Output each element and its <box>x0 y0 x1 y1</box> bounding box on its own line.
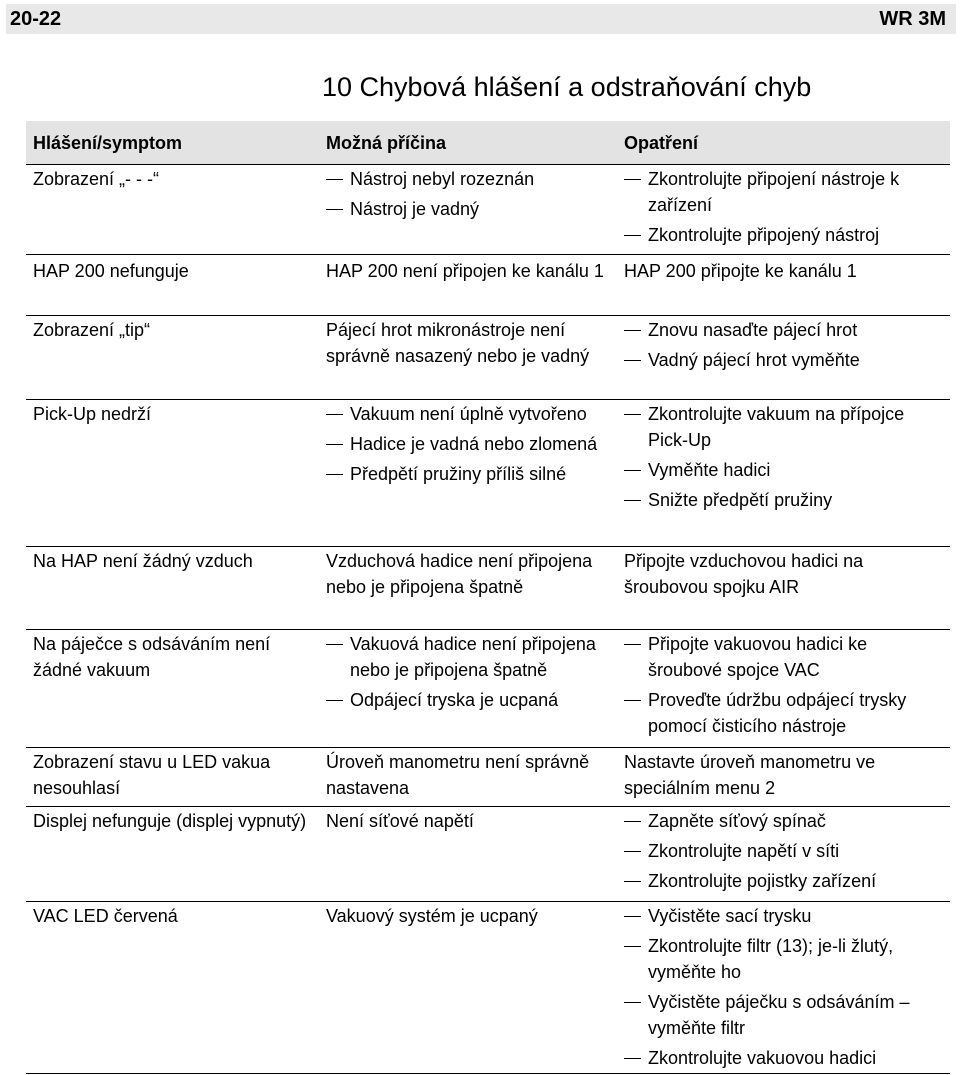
dash-bullet-icon <box>624 821 641 822</box>
action-cell <box>624 548 944 600</box>
action-cell <box>624 317 944 377</box>
cause-cell-list <box>326 401 606 487</box>
column-header-symptom: Hlášení/symptom <box>33 133 183 153</box>
list-item <box>624 838 944 864</box>
table-row <box>26 808 950 902</box>
symptom-cell <box>33 903 313 929</box>
symptom-cell <box>33 166 313 192</box>
list-item <box>624 401 944 453</box>
table-row <box>26 903 950 1074</box>
symptom-cell <box>33 749 313 801</box>
cause-cell-text: Není síťové napětí <box>326 811 474 831</box>
action-cell <box>624 166 944 252</box>
list-item <box>624 631 944 683</box>
list-item-text: Hadice je vadná nebo zlomená <box>350 434 598 454</box>
action-cell-text: HAP 200 připojte ke kanálu 1 <box>624 261 857 281</box>
symptom-cell <box>33 317 313 343</box>
list-item-text: Připojte vakuovou hadici ke šroubové spojce VAC <box>648 634 868 680</box>
cause-cell <box>326 903 606 929</box>
table-row <box>26 317 950 400</box>
list-item <box>624 317 944 343</box>
action-cell <box>624 258 944 284</box>
list-item <box>326 196 606 222</box>
symptom-text: HAP 200 nefunguje <box>33 261 189 281</box>
symptom-text: Zobrazení stavu u LED vakua nesouhlasí <box>33 752 271 798</box>
list-item-text: Vyčistěte páječku s odsáváním – vyměňte filtr <box>648 992 910 1038</box>
action-cell-text: Nastavte úroveň manometru ve speciálním menu 2 <box>624 752 876 798</box>
dash-bullet-icon <box>624 851 641 852</box>
list-item <box>624 487 944 513</box>
dash-bullet-icon <box>624 946 641 947</box>
column-header-cause: Možná příčina <box>326 133 447 153</box>
cause-cell-text: HAP 200 není připojen ke kanálu 1 <box>326 261 604 281</box>
list-item <box>624 222 944 248</box>
list-item <box>326 166 606 192</box>
list-item <box>624 687 944 739</box>
list-item <box>624 347 944 373</box>
table-row <box>26 401 950 547</box>
list-item-text: Snižte předpětí pružiny <box>648 490 833 510</box>
table-row <box>26 548 950 630</box>
list-item <box>624 933 944 985</box>
cause-cell <box>326 401 606 491</box>
action-cell-list <box>624 166 944 248</box>
cause-cell <box>326 258 606 284</box>
dash-bullet-icon <box>624 414 641 415</box>
dash-bullet-icon <box>624 1058 641 1059</box>
symptom-text: Pick-Up nedrží <box>33 404 152 424</box>
dash-bullet-icon <box>624 330 641 331</box>
page-header-bar <box>6 4 956 34</box>
dash-bullet-icon <box>624 700 641 701</box>
list-item-text: Zkontrolujte pojistky zařízení <box>648 871 877 891</box>
list-item-text: Vyčistěte sací trysku <box>648 906 812 926</box>
action-cell-list <box>624 317 944 373</box>
cause-cell <box>326 166 606 226</box>
dash-bullet-icon <box>326 179 343 180</box>
table-row <box>26 166 950 255</box>
symptom-text: Zobrazení „tip“ <box>33 320 151 340</box>
dash-bullet-icon <box>624 881 641 882</box>
action-cell-list <box>624 808 944 894</box>
dash-bullet-icon <box>326 414 343 415</box>
list-item-text: Vyměňte hadici <box>648 460 771 480</box>
table-row <box>26 631 950 748</box>
list-item-text: Proveďte údržbu odpájecí trysky pomocí čisticího nástroje <box>648 690 907 736</box>
cause-cell-list <box>326 631 606 713</box>
list-item <box>624 808 944 834</box>
list-item <box>326 687 606 713</box>
list-item-text: Zkontrolujte připojený nástroj <box>648 225 880 245</box>
page-number: 20-22 <box>10 7 62 30</box>
cause-cell <box>326 808 606 834</box>
list-item-text: Zkontrolujte napětí v síti <box>648 841 840 861</box>
symptom-text: VAC LED červená <box>33 906 178 926</box>
list-item-text: Vakuum není úplně vytvořeno <box>350 404 587 424</box>
list-item-text: Zkontrolujte vakuovou hadici <box>648 1048 877 1068</box>
table-header <box>26 121 950 165</box>
list-item <box>624 166 944 218</box>
dash-bullet-icon <box>326 474 343 475</box>
action-cell <box>624 903 944 1075</box>
list-item-text: Zkontrolujte vakuum na přípojce Pick-Up <box>648 404 905 450</box>
cause-cell <box>326 631 606 717</box>
column-header-action: Opatření <box>624 133 699 153</box>
cause-cell-text: Úroveň manometru není správně nastavena <box>326 752 590 798</box>
symptom-text: Zobrazení „- - -“ <box>33 169 160 189</box>
symptom-cell <box>33 808 313 834</box>
action-cell <box>624 808 944 898</box>
symptom-cell <box>33 401 313 427</box>
list-item-text: Vakuová hadice není připojena nebo je připojena špatně <box>350 634 596 680</box>
list-item <box>326 461 606 487</box>
table-row <box>26 749 950 807</box>
cause-cell-list <box>326 166 606 222</box>
cause-cell <box>326 317 606 369</box>
list-item <box>624 989 944 1041</box>
list-item-text: Zkontrolujte filtr (13); je-li žlutý, vyměňte ho <box>648 936 894 982</box>
dash-bullet-icon <box>326 700 343 701</box>
dash-bullet-icon <box>326 644 343 645</box>
cause-cell <box>326 548 606 600</box>
list-item-text: Odpájecí tryska je ucpaná <box>350 690 559 710</box>
dash-bullet-icon <box>624 1002 641 1003</box>
list-item <box>326 631 606 683</box>
dash-bullet-icon <box>624 470 641 471</box>
list-item-text: Vadný pájecí hrot vyměňte <box>648 350 860 370</box>
dash-bullet-icon <box>624 916 641 917</box>
dash-bullet-icon <box>624 235 641 236</box>
action-cell-list <box>624 903 944 1071</box>
list-item-text: Nástroj je vadný <box>350 199 480 219</box>
symptom-cell <box>33 258 313 284</box>
symptom-cell <box>33 548 313 574</box>
dash-bullet-icon <box>326 444 343 445</box>
list-item-text: Znovu nasaďte pájecí hrot <box>648 320 858 340</box>
symptom-text: Na HAP není žádný vzduch <box>33 551 253 571</box>
list-item-text: Zkontrolujte připojení nástroje k zařízení <box>648 169 900 215</box>
list-item <box>326 401 606 427</box>
dash-bullet-icon <box>326 209 343 210</box>
cause-cell <box>326 749 606 801</box>
cause-cell-text: Pájecí hrot mikronástroje není správně nasazený nebo je vadný <box>326 320 590 366</box>
symptom-cell <box>33 631 313 683</box>
dash-bullet-icon <box>624 179 641 180</box>
list-item-text: Zapněte síťový spínač <box>648 811 826 831</box>
dash-bullet-icon <box>624 500 641 501</box>
list-item-text: Předpětí pružiny příliš silné <box>350 464 567 484</box>
action-cell <box>624 749 944 801</box>
action-cell-text: Připojte vzduchovou hadici na šroubovou spojku AIR <box>624 551 864 597</box>
cause-cell-text: Vzduchová hadice není připojena nebo je připojena špatně <box>326 551 593 597</box>
list-item <box>624 457 944 483</box>
dash-bullet-icon <box>624 644 641 645</box>
cause-cell-text: Vakuový systém je ucpaný <box>326 906 538 926</box>
list-item <box>326 431 606 457</box>
action-cell-list <box>624 631 944 739</box>
list-item-text: Nástroj nebyl rozeznán <box>350 169 535 189</box>
action-cell <box>624 631 944 743</box>
document-code: WR 3M <box>879 7 946 30</box>
action-cell <box>624 401 944 517</box>
symptom-text: Displej nefunguje (displej vypnutý) <box>33 811 307 831</box>
page-title: 10 Chybová hlášení a odstraňování chyb <box>322 72 812 102</box>
list-item <box>624 903 944 929</box>
action-cell-list <box>624 401 944 513</box>
table-row <box>26 258 950 316</box>
symptom-text: Na páječce s odsáváním není žádné vakuum <box>33 634 271 680</box>
list-item <box>624 868 944 894</box>
dash-bullet-icon <box>624 360 641 361</box>
list-item <box>624 1045 944 1071</box>
